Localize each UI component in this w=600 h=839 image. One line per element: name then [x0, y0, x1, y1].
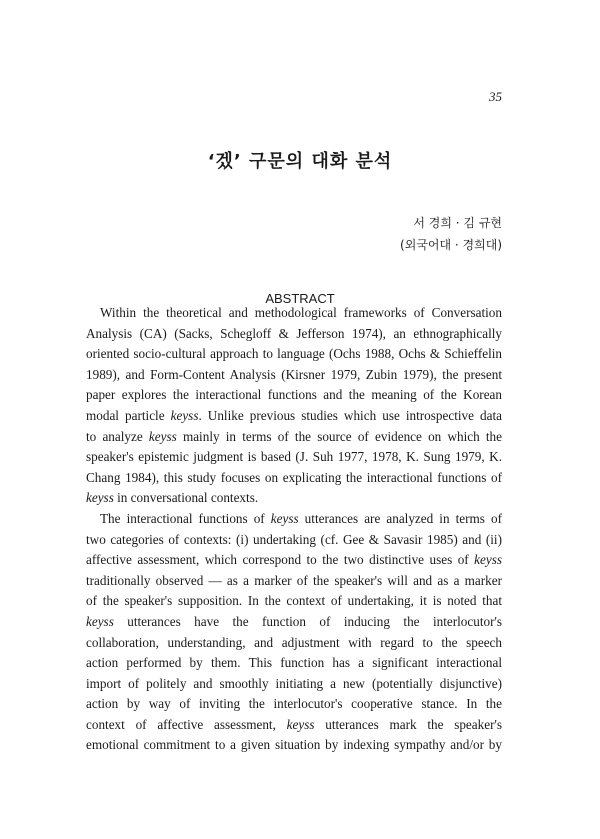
page-number: 35 [489, 89, 502, 104]
emphasis-term: keyss [148, 428, 177, 444]
author-block [400, 212, 502, 256]
emphasis-term: keyss [86, 490, 114, 506]
text-line: 1989), and Form-Content Analysis (Kirsner 1979, Zubin 1979), the present [86, 366, 502, 382]
paper-title: ‘겠’ 구문의 대화 분석 [207, 151, 393, 172]
authors: 서 경희 · 김 규현 [413, 216, 502, 230]
emphasis-term: keyss [170, 407, 199, 423]
text-line: context of affective assessment, keyss utterances mark the speaker's [86, 716, 502, 732]
text-line: The interactional functions of keyss utterances are analyzed in terms of [100, 510, 502, 526]
text-line: emotional commitment to a given situation by indexing sympathy and/or by [86, 737, 502, 753]
text-line: two categories of contexts: (i) undertaking (cf. Gee & Savasir 1985) and (ii) [86, 531, 502, 547]
abstract-heading: ABSTRACT [265, 291, 335, 306]
text-line: traditionally observed — as a marker of the speaker's will and as a marker [86, 572, 502, 588]
text-line: collaboration, understanding, and adjustment with regard to the speech [86, 634, 502, 650]
emphasis-term: keyss [286, 716, 315, 732]
text-line: keyss in conversational contexts. [86, 490, 259, 506]
text-line: keyss utterances have the function of inducing the interlocutor's [86, 613, 502, 629]
paragraph-1 [86, 303, 502, 509]
abstract-body [86, 303, 502, 756]
emphasis-term: keyss [86, 613, 114, 629]
text-line: Within the theoretical and methodological frameworks of Conversation [100, 305, 502, 320]
emphasis-term: keyss [270, 510, 299, 526]
text-line: import of politely and smoothly initiating a new (potentially disjunctive) [86, 675, 502, 691]
text-line: action performed by them. This function has a significant interactional [86, 655, 502, 671]
paragraph-2 [86, 509, 502, 756]
text-line: of the speaker's supposition. In the context of undertaking, it is noted that [86, 593, 502, 609]
affiliations: (외국어대 · 경희대) [400, 238, 502, 252]
text-line: Analysis (CA) (Sacks, Schegloff & Jefferson 1974), an ethnographically [86, 325, 502, 341]
text-line: Chang 1984), this study focuses on explicating the interactional functions of [86, 469, 502, 485]
text-line: action by way of inviting the interlocutor's cooperative stance. In the [86, 696, 502, 712]
text-line: oriented socio-cultural approach to language (Ochs 1988, Ochs & Schieffelin [86, 346, 502, 362]
text-line: speaker's epistemic judgment is based (J. Suh 1977, 1978, K. Sung 1979, K. [86, 449, 502, 465]
emphasis-term: keyss [474, 552, 502, 568]
text-line: paper explores the interactional functions and the meaning of the Korean [86, 387, 502, 403]
text-line: affective assessment, which correspond to the two distinctive uses of keyss [86, 552, 502, 568]
text-line: modal particle keyss. Unlike previous studies which use introspective data [86, 407, 503, 423]
text-line: to analyze keyss mainly in terms of the source of evidence on which the [86, 428, 502, 444]
